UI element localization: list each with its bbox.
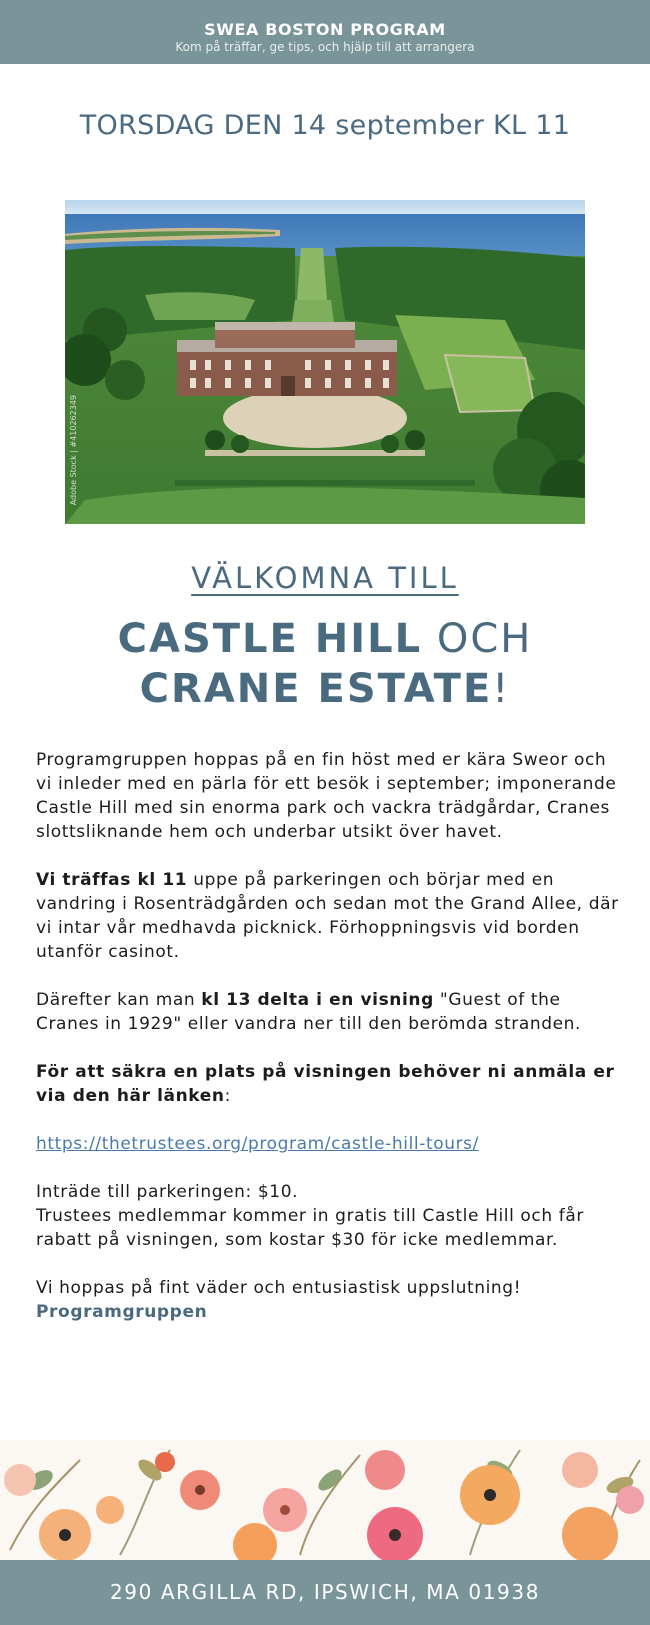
aerial-photo-illustration	[65, 200, 585, 524]
registration-link-paragraph	[36, 1132, 626, 1156]
registration-link[interactable]: https://thetrustees.org/program/castle-hill-tours/	[36, 1134, 479, 1154]
body-text	[36, 748, 626, 1324]
registration-instruction: För att säkra en plats på visningen behöver ni anmäla er via den här länken	[36, 1062, 615, 1106]
headline-och: OCH	[422, 616, 533, 662]
welcome-heading: VÄLKOMNA TILL	[191, 561, 459, 595]
headline-exclamation: !	[492, 666, 511, 712]
footer-address: 290 ARGILLA RD, IPSWICH, MA 01938	[109, 1580, 541, 1604]
event-date: TORSDAG DEN 14 september KL 11	[79, 110, 571, 141]
registration-colon: :	[224, 1086, 231, 1106]
event-headline	[0, 614, 650, 714]
intro-paragraph: Programgruppen hoppas på en fin höst med er kära Sweor och vi inleder med en pärla för ett besök i september; imponerande Castle Hill med sin enorma park och vackra trädgårdar, Cranes slottsliknande hem och underbar utsikt över havet.	[36, 750, 617, 842]
footer-banner	[0, 1560, 650, 1625]
floral-border-decoration	[0, 1440, 650, 1560]
header-title: SWEA BOSTON PROGRAM	[204, 20, 446, 39]
watercolor-flowers-illustration	[0, 1440, 650, 1560]
meeting-paragraph	[36, 868, 626, 964]
signature: Programgruppen	[36, 1302, 208, 1322]
header-banner	[0, 0, 650, 64]
registration-paragraph	[36, 1060, 626, 1108]
header-subtitle: Kom på träffar, ge tips, och hjälp till att arrangera	[175, 40, 475, 54]
castle-hill-aerial-photo	[65, 200, 585, 524]
tour-intro: Därefter kan man	[36, 990, 202, 1010]
headline-crane-estate: CRANE ESTATE	[139, 666, 493, 712]
tour-time: kl 13 delta i en visning	[201, 990, 434, 1010]
headline-castle-hill: CASTLE HILL	[117, 616, 423, 662]
parking-fee-line: Inträde till parkeringen: $10.	[36, 1182, 299, 1202]
tour-paragraph	[36, 988, 626, 1036]
tour-details: "Guest of the Cranes in 1929" eller vandra ner till den berömda stranden.	[36, 990, 582, 1034]
membership-info-line: Trustees medlemmar kommer in gratis till Castle Hill och får rabatt på visningen, som kostar $30 för icke medlemmar.	[36, 1206, 584, 1250]
meeting-details: uppe på parkeringen och börjar med en vandring i Rosenträdgården och sedan mot the Grand Allee, där vi intar vår medhavda picknick. Förhoppningsvis vid borden utanför casinot.	[36, 870, 619, 962]
photo-credit: Adobe Stock | #410262349	[69, 395, 78, 506]
closing-line: Vi hoppas på fint väder och entusiastisk uppslutning!	[36, 1278, 522, 1298]
meeting-time: Vi träffas kl 11	[36, 870, 188, 890]
